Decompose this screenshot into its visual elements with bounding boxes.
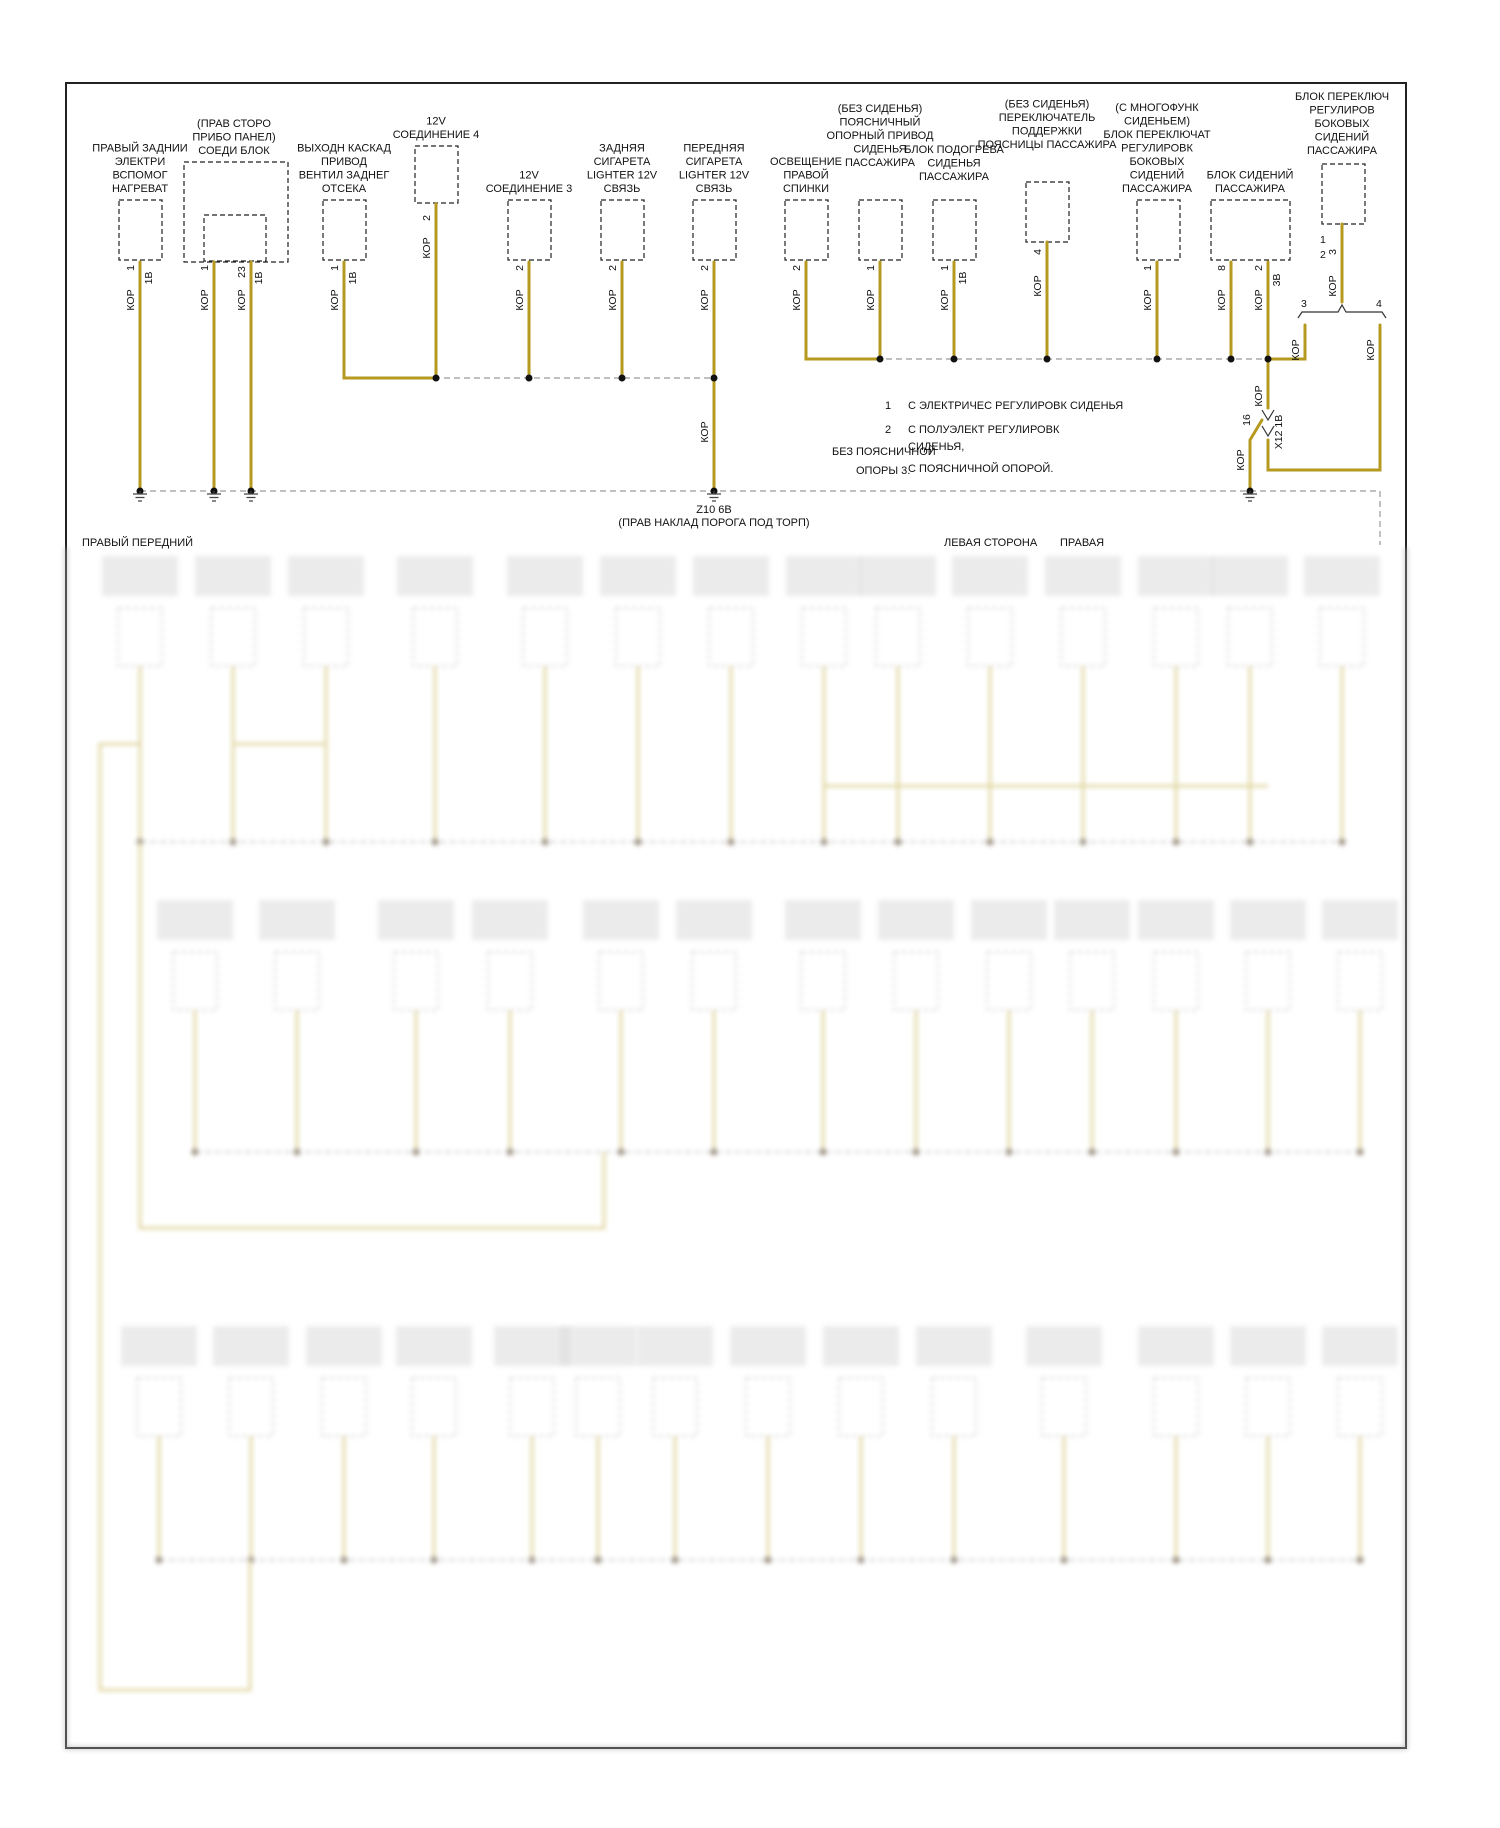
wire-label: КОР <box>421 237 433 259</box>
component-label-c3: ПРИВОД <box>321 156 367 168</box>
component-label-c14: БЛОК ПЕРЕКЛЮЧ <box>1294 91 1390 103</box>
wire-label: 23 <box>236 266 248 278</box>
blurred-label <box>971 900 1047 940</box>
connector-c4 <box>415 146 458 203</box>
blurred-label <box>916 1326 992 1366</box>
wire-label: КОР <box>607 289 619 311</box>
blurred-connector <box>1061 608 1105 666</box>
blurred-label <box>157 900 233 940</box>
component-label-c7: СИГАРЕТА <box>685 156 743 168</box>
ground-symbol <box>707 491 721 501</box>
wire-label: КОР <box>1142 289 1154 311</box>
blurred-frame <box>66 548 1406 1748</box>
component-label-c3: ВЕНТИЛ ЗАДНЕГ <box>298 169 390 182</box>
wire-label: КОР <box>1235 449 1247 471</box>
blurred-connector <box>802 608 846 666</box>
blurred-connector <box>211 608 255 666</box>
note-overlap-text: ОПОРЫ 3. <box>856 465 911 477</box>
component-label-c9: ПОЯСНИЧНЫЙ <box>839 116 921 129</box>
component-label-c4: СОЕДИНЕНИЕ 4 <box>392 129 480 141</box>
component-label-c4: 12V <box>426 115 446 128</box>
wire-label: 2 <box>607 265 619 271</box>
wire-label: КОР <box>699 289 711 311</box>
connector-c5 <box>508 200 551 260</box>
blurred-label <box>583 900 659 940</box>
blurred-connector <box>1154 608 1198 666</box>
connector-c2b <box>204 215 266 261</box>
component-label-c3: ОТСЕКА <box>321 183 367 195</box>
component-label-c1: ВСПОМОГ <box>112 169 168 182</box>
wire-label: КОР <box>1290 339 1302 361</box>
junction-dot <box>526 375 533 382</box>
blurred-wire <box>140 842 604 1228</box>
component-label-c7: ПЕРЕДНЯЯ <box>683 142 745 155</box>
wire-x12 <box>1250 420 1262 491</box>
blurred-connector <box>488 952 532 1010</box>
junction-dot <box>433 375 440 382</box>
blurred-label <box>786 556 862 596</box>
blurred-label <box>600 556 676 596</box>
blurred-connector <box>894 952 938 1010</box>
blurred-connector <box>229 1378 273 1436</box>
blurred-connector <box>1042 1378 1086 1436</box>
wire-label: 2 <box>421 215 433 221</box>
blurred-label <box>121 1326 197 1366</box>
blurred-label <box>823 1326 899 1366</box>
wire-label: 1 <box>199 265 211 271</box>
wire-label: КОР <box>865 289 877 311</box>
blurred-label <box>288 556 364 596</box>
pin-number: 1 <box>1320 234 1326 246</box>
blurred-connector <box>1154 1378 1198 1436</box>
wire-label: КОР <box>329 289 341 311</box>
connector-c3 <box>323 200 366 260</box>
component-label-c2: ПРИБО ПАНЕЛ) <box>192 131 276 144</box>
wire-label: 1B <box>347 271 359 285</box>
component-label-c12: (С МНОГОФУНК <box>1115 102 1199 114</box>
blurred-label <box>785 900 861 940</box>
wire-label: 3B <box>1271 273 1283 287</box>
component-label-c14: РЕГУЛИРОВ <box>1309 104 1375 117</box>
component-label-c9: ОПОРНЫЙ ПРИВОД <box>826 130 934 142</box>
wire-label: КОР <box>1253 385 1265 407</box>
blurred-label <box>1026 1326 1102 1366</box>
connector-c6 <box>601 200 644 260</box>
blurred-label <box>378 900 454 940</box>
blurred-label <box>878 900 954 940</box>
blurred-label <box>952 556 1028 596</box>
note-overlap-text: БЕЗ ПОЯСНИЧНОЙ <box>832 446 936 458</box>
blurred-label <box>1304 556 1380 596</box>
component-label-c7: СВЯЗЬ <box>695 183 733 195</box>
blurred-label <box>1230 1326 1306 1366</box>
header-right-front: ПРАВЫЙ ПЕРЕДНИЙ <box>82 537 194 549</box>
wire-label: КОР <box>125 289 137 311</box>
junction-dot <box>1265 356 1272 363</box>
wire-label: 16 <box>1241 414 1253 426</box>
component-label-c10: ПАССАЖИРА <box>919 171 989 183</box>
header-left-side: ЛЕВАЯ СТОРОНА <box>944 537 1038 549</box>
connector-c8 <box>785 200 828 260</box>
junction-dot <box>1044 356 1051 363</box>
note-text: СИДЕНЬЯ, <box>908 441 965 453</box>
wire-label: КОР <box>1216 289 1228 311</box>
blurred-connector <box>137 1378 181 1436</box>
wire-label: КОР <box>699 421 711 443</box>
blurred-label <box>1230 900 1306 940</box>
wire-label: КОР <box>939 289 951 311</box>
blurred-connector <box>1246 952 1290 1010</box>
wire-label: 1 <box>865 265 877 271</box>
wire-label: 8 <box>1216 265 1228 271</box>
component-label-c9: СИДЕНЬЯ <box>853 143 907 156</box>
blurred-connector <box>746 1378 790 1436</box>
blurred-label <box>472 900 548 940</box>
component-label-c3: ВЫХОДН КАСКАД <box>297 142 391 155</box>
ground-symbol <box>1243 491 1257 501</box>
blurred-label <box>730 1326 806 1366</box>
upper-circuit <box>92 91 1389 545</box>
blurred-label <box>1322 1326 1398 1366</box>
component-label-c13: БЛОК СИДЕНИЙ <box>1206 169 1294 182</box>
wire-label: 2 <box>699 265 711 271</box>
component-label-c6: ЗАДНЯЯ <box>599 142 645 155</box>
component-label-c11: ПОЯСНИЦЫ ПАССАЖИРА <box>977 139 1117 151</box>
blurred-label <box>676 900 752 940</box>
blurred-connector <box>968 608 1012 666</box>
branch-brace <box>1298 305 1386 318</box>
blurred-connector <box>616 608 660 666</box>
wire-label: 3 <box>1327 249 1339 255</box>
junction-dot <box>1154 356 1161 363</box>
component-label-c8: ОСВЕЩЕНИЕ <box>769 156 843 168</box>
component-label-c12: БОКОВЫХ <box>1129 156 1185 168</box>
component-label-c11: ПЕРЕКЛЮЧАТЕЛЬ <box>998 112 1096 124</box>
blurred-connector <box>1228 608 1272 666</box>
component-label-c14: СИДЕНИЙ <box>1314 131 1370 144</box>
note-text: С ЭЛЕКТРИЧЕС РЕГУЛИРОВК СИДЕНЬЯ <box>908 400 1124 412</box>
component-label-c14: ПАССАЖИРА <box>1307 145 1377 157</box>
blurred-connector <box>576 1378 620 1436</box>
blurred-connector <box>709 608 753 666</box>
component-label-c6: СИГАРЕТА <box>593 156 651 168</box>
wire-label: КОР <box>236 289 248 311</box>
blurred-connector <box>876 608 920 666</box>
junction-dot <box>619 375 626 382</box>
blurred-label <box>1138 556 1214 596</box>
branch-number: 3 <box>1301 298 1307 310</box>
blurred-connector <box>394 952 438 1010</box>
component-label-c1: ПРАВЫЙ ЗАДНИИ <box>92 142 188 155</box>
wire-label: 2 <box>514 265 526 271</box>
blurred-label <box>397 556 473 596</box>
connector-c7 <box>693 200 736 260</box>
blurred-label <box>1322 900 1398 940</box>
component-label-c5: СОЕДИНЕНИЕ 3 <box>485 183 573 195</box>
blurred-label <box>860 556 936 596</box>
component-label-c8: СПИНКИ <box>782 183 830 195</box>
blurred-label <box>195 556 271 596</box>
junction-dot <box>951 356 958 363</box>
junction-dot <box>877 356 884 363</box>
blurred-label <box>1045 556 1121 596</box>
component-label-c1: ЭЛЕКТРИ <box>114 156 166 168</box>
connector-c9 <box>859 200 902 260</box>
component-label-c11: ПОДДЕРЖКИ <box>1011 125 1083 138</box>
blurred-connector <box>1338 1378 1382 1436</box>
blurred-connector <box>653 1378 697 1436</box>
blurred-label <box>1212 556 1288 596</box>
component-label-c9: (БЕЗ СИДЕНЬЯ) <box>837 103 923 115</box>
blurred-connector <box>932 1378 976 1436</box>
junction-dot <box>711 375 718 382</box>
blurred-connector <box>692 952 736 1010</box>
wire-label: 1 <box>939 265 951 271</box>
component-label-c1: НАГРЕВАТ <box>111 183 169 195</box>
lower-circuit-blurred <box>66 536 1406 1748</box>
wire-label: КОР <box>1032 275 1044 297</box>
connector-c11 <box>1026 182 1069 242</box>
wire-label: 1 <box>329 265 341 271</box>
connector-c10 <box>933 200 976 260</box>
blurred-label <box>1054 900 1130 940</box>
component-label-c12: БЛОК ПЕРЕКЛЮЧАТ <box>1103 129 1211 141</box>
wire-label: 1B <box>143 271 155 285</box>
junction-dot <box>1228 356 1235 363</box>
wire-label: 1 <box>1142 265 1154 271</box>
component-label-c6: СВЯЗЬ <box>603 183 641 195</box>
blurred-connector <box>173 952 217 1010</box>
blurred-label <box>1138 1326 1214 1366</box>
wire-label: КОР <box>1327 275 1339 297</box>
blurred-connector <box>413 608 457 666</box>
component-label-c14: БОКОВЫХ <box>1314 118 1370 130</box>
wire-label: 4 <box>1032 249 1044 255</box>
component-label-c6: LIGHTER 12V <box>586 169 658 182</box>
header-right: ПРАВАЯ <box>1060 537 1105 549</box>
wire-label: КОР <box>1253 289 1265 311</box>
blurred-connector <box>1338 952 1382 1010</box>
blurred-wire <box>100 744 250 1690</box>
component-label-c12: ПАССАЖИРА <box>1122 183 1192 195</box>
blurred-label <box>396 1326 472 1366</box>
wire-label: КОР <box>199 289 211 311</box>
component-label-c8: ПРАВОЙ <box>783 169 829 182</box>
blurred-label <box>637 1326 713 1366</box>
ground-description: (ПРАВ НАКЛАД ПОРОГА ПОД ТОРП) <box>618 517 810 529</box>
blurred-connector <box>1320 608 1364 666</box>
wire-label: 1B <box>957 271 969 285</box>
blurred-connector <box>523 608 567 666</box>
component-label-c9: ПАССАЖИРА <box>845 157 915 169</box>
connector-c12 <box>1137 200 1180 260</box>
ground-id: Z10 6B <box>696 504 732 516</box>
wire-label: 1 <box>125 265 137 271</box>
ground-symbol <box>244 491 258 501</box>
blurred-connector <box>304 608 348 666</box>
blurred-label <box>1138 900 1214 940</box>
blurred-connector <box>599 952 643 1010</box>
wire-label: 2 <box>791 265 803 271</box>
blurred-connector <box>412 1378 456 1436</box>
blurred-connector <box>1070 952 1114 1010</box>
ground-symbol <box>207 491 221 501</box>
blurred-wire <box>233 700 326 744</box>
connector-c1 <box>119 200 162 260</box>
blurred-label <box>259 900 335 940</box>
blurred-connector <box>1154 952 1198 1010</box>
blurred-connector <box>275 952 319 1010</box>
wire-label: X12 1B <box>1273 414 1285 450</box>
blurred-label <box>102 556 178 596</box>
blurred-label <box>213 1326 289 1366</box>
component-label-c11: (БЕЗ СИДЕНЬЯ) <box>1004 98 1090 111</box>
blurred-label <box>494 1326 570 1366</box>
note-number: 2 <box>885 424 892 436</box>
connector-c13 <box>1211 200 1290 260</box>
ground-symbol <box>133 491 147 501</box>
blurred-label <box>306 1326 382 1366</box>
blurred-connector <box>801 952 845 1010</box>
blurred-connector <box>987 952 1031 1010</box>
wire-label: КОР <box>1365 339 1377 361</box>
blurred-connector <box>322 1378 366 1436</box>
wire-label: КОР <box>791 289 803 311</box>
blurred-connector <box>1246 1378 1290 1436</box>
component-label-c12: СИДЕНИЙ <box>1129 169 1185 182</box>
wire-label: 2 <box>1253 265 1265 271</box>
component-label-c10: БЛОК ПОДОГРЕВА <box>904 144 1004 156</box>
wire-label: 1B <box>253 271 265 285</box>
blurred-connector <box>839 1378 883 1436</box>
branch-number: 4 <box>1376 298 1382 310</box>
pin-number: 2 <box>1320 249 1326 261</box>
note-number: 1 <box>885 400 892 412</box>
connector-c14 <box>1322 164 1365 224</box>
component-label-c12: СИДЕНЬЕМ) <box>1124 115 1190 128</box>
blurred-connector <box>118 608 162 666</box>
component-label-c7: LIGHTER 12V <box>678 169 750 182</box>
component-label-c2: (ПРАВ СТОРО <box>197 118 271 130</box>
note-text: С ПОЛУЭЛЕКТ РЕГУЛИРОВК <box>908 424 1060 436</box>
blurred-connector <box>510 1378 554 1436</box>
component-label-c2: СОЕДИ БЛОК <box>198 145 270 157</box>
component-label-c5: 12V <box>519 169 539 182</box>
blurred-label <box>693 556 769 596</box>
wire-label: КОР <box>514 289 526 311</box>
note-text: С ПОЯСНИЧНОЙ ОПОРОЙ. <box>908 463 1054 475</box>
component-label-c10: СИДЕНЬЯ <box>927 157 981 170</box>
component-label-c12: РЕГУЛИРОВК <box>1121 142 1193 155</box>
blurred-label <box>560 1326 636 1366</box>
blurred-label <box>507 556 583 596</box>
component-label-c13: ПАССАЖИРА <box>1215 183 1285 195</box>
